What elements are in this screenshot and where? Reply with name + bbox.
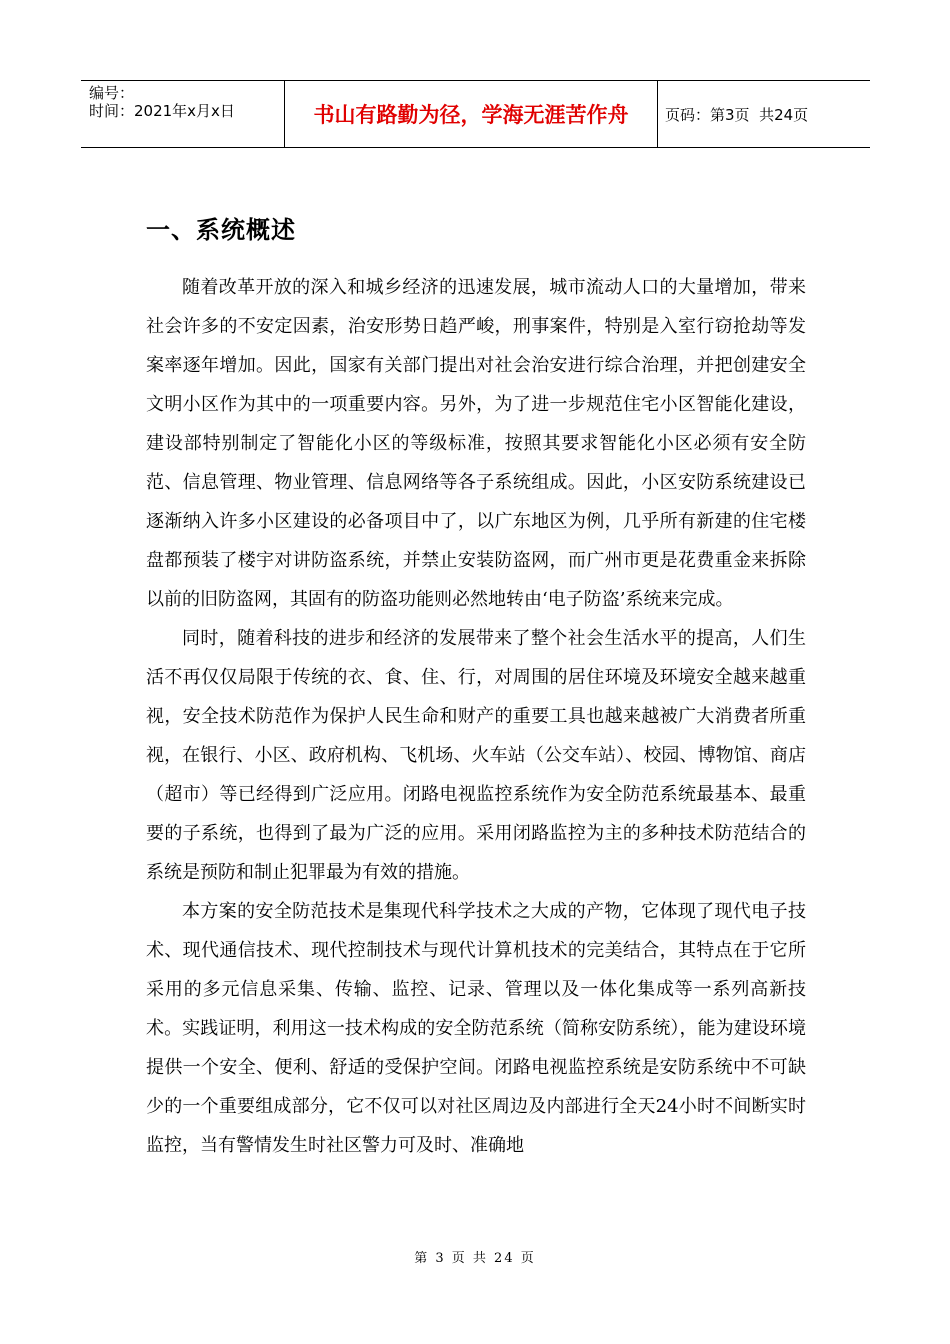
header-motto: 书山有路勤为径，学海无涯苦作舟 [285,81,658,147]
date-label: 时间：2021年x月x日 [89,102,235,120]
paragraph-3: 本方案的安全防范技术是集现代科学技术之大成的产物，它体现了现代电子技术、现代通信技术、现代控制技术与现代计算机技术的完美结合，其特点在于它所采用的多元信息采集、传输、监控、记录、管理以及一体化集成等一系列高新技术。实践证明，利用这一技术构成的安全防范系统（简称安防系统），能为建设环境提供一个安全、便利、舒适的受保护空间。闭路电视监控系统是安防系统中不可缺少的一个重要组成部分，它不仅可以对社区周边及内部进行全天24小时不间断实时监控，当有警情发生时社区警力可及时、准确地 [146,901,806,1156]
paragraph-1: 随着改革开放的深入和城乡经济的迅速发展，城市流动人口的大量增加，带来社会许多的不安定因素，治安形势日趋严峻，刑事案件，特别是入室行窃抢劫等发案率逐年增加。因此，国家有关部门提出对社会治安进行综合治理，并把创建安全文明小区作为其中的一项重要内容。另外，为了进一步规范住宅小区智能化建设，建设部特别制定了智能化小区的等级标准，按照其要求智能化小区必须有安全防范、信息管理、物业管理、信息网络等各子系统组成。因此，小区安防系统建设已逐渐纳入许多小区建设的必备项目中了，以广东地区为例，几乎所有新建的住宅楼盘都预装了楼宇对讲防盗系统，并禁止安装防盗网，而广州市更是花费重金来拆除以前的旧防盗网，其固有的防盗功能则必然地转由‘电子防盗’系统来完成。 [146,277,806,610]
section-title: 一、系统概述 [146,216,296,244]
header-info-cell [81,81,285,147]
body-text [146,268,806,1165]
serial-number-label: 编号： [89,84,135,102]
paragraph-2: 同时，随着科技的进步和经济的发展带来了整个社会生活水平的提高，人们生活不再仅仅局限于传统的衣、食、住、行，对周围的居住环境及环境安全越来越重视，安全技术防范作为保护人民生命和财产的重要工具也越来越被广大消费者所重视，在银行、小区、政府机构、飞机场、火车站（公交车站）、校园、博物馆、商店（超市）等已经得到广泛应用。闭路电视监控系统作为安全防范系统最基本、最重要的子系统，也得到了最为广泛的应用。采用闭路监控为主的多种技术防范结合的系统是预防和制止犯罪最为有效的措施。 [146,628,806,883]
page-footer: 第 3 页 共 24 页 [414,1251,536,1266]
page-header [81,80,870,148]
header-page-number: 页码：第3页 共24页 [665,105,809,124]
